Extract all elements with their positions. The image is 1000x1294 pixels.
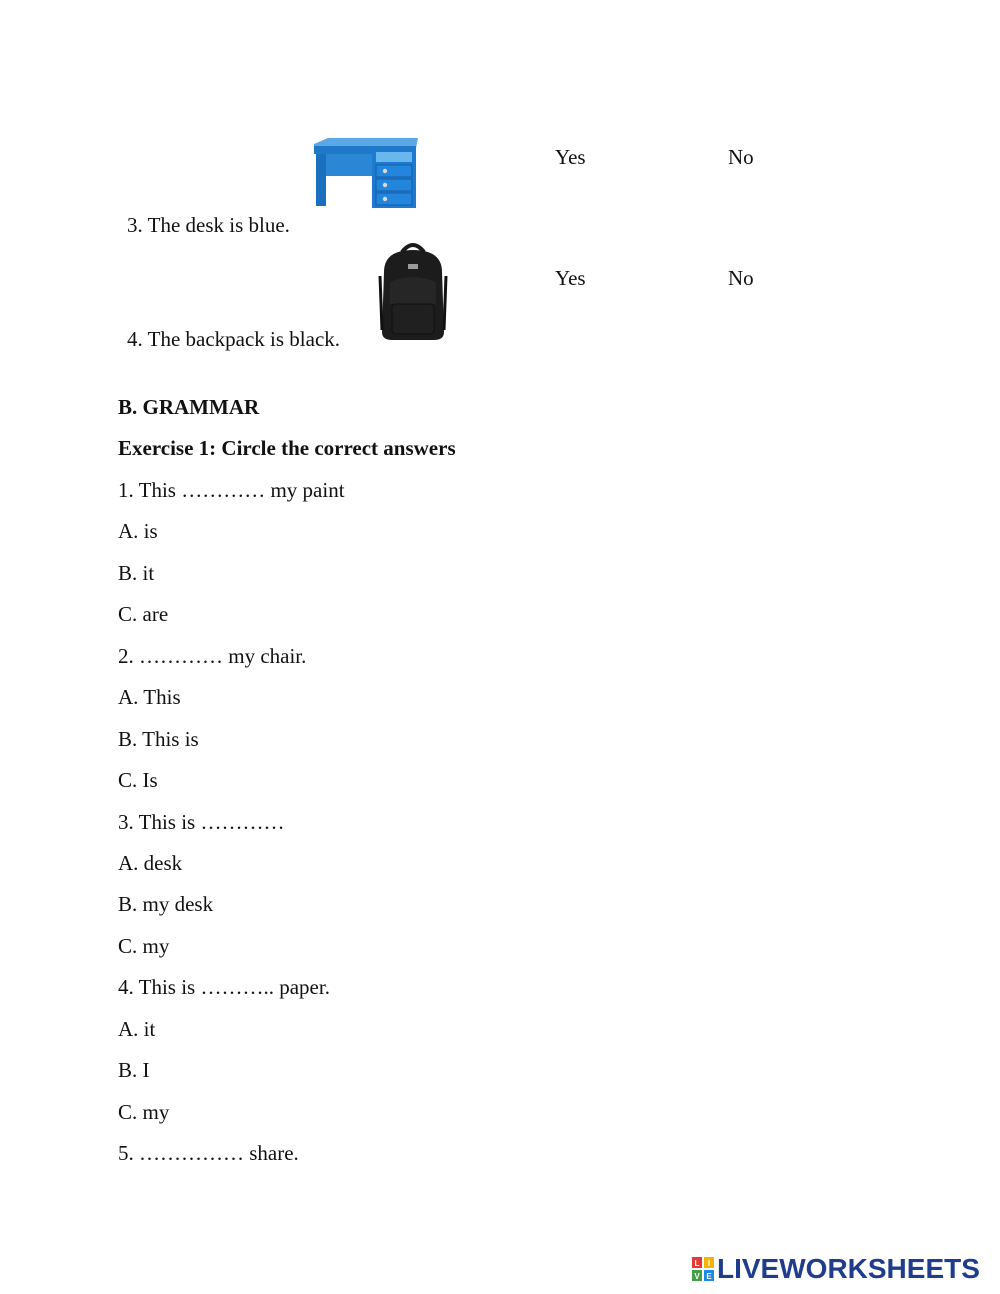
answer-option[interactable]: B. I	[118, 1058, 150, 1082]
blue-desk-image	[312, 138, 420, 210]
answer-option[interactable]: C. my	[118, 934, 170, 958]
logo-text: LIVEWORKSHEETS	[717, 1253, 980, 1284]
answer-option[interactable]: B. This is	[118, 727, 199, 751]
no-option-3[interactable]: No	[728, 145, 754, 169]
exercise-title: Exercise 1: Circle the correct answers	[118, 436, 456, 460]
svg-text:I: I	[707, 1259, 711, 1268]
yes-option-4[interactable]: Yes	[555, 266, 586, 290]
answer-option[interactable]: A. This	[118, 685, 181, 709]
question-5: 5. …………… share.	[118, 1141, 299, 1165]
svg-text:V: V	[694, 1272, 700, 1281]
answer-option[interactable]: A. desk	[118, 851, 183, 875]
statement-4: 4. The backpack is black.	[127, 327, 341, 351]
liveworksheets-logo	[692, 1254, 980, 1284]
question-2: 2. ………… my chair.	[118, 644, 307, 668]
answer-option[interactable]: C. are	[118, 602, 169, 626]
answer-option[interactable]: B. my desk	[118, 892, 214, 916]
answer-option[interactable]: B. it	[118, 561, 155, 585]
statement-3: 3. The desk is blue.	[127, 213, 290, 237]
black-backpack-image	[376, 242, 450, 342]
no-option-4[interactable]: No	[728, 266, 754, 290]
svg-text:L: L	[694, 1259, 700, 1268]
question-3: 3. This is …………	[118, 810, 285, 834]
live-badge-icon	[692, 1257, 714, 1281]
section-heading-grammar: B. GRAMMAR	[118, 395, 260, 419]
yes-option-3[interactable]: Yes	[555, 145, 586, 169]
question-1: 1. This ………… my paint	[118, 478, 345, 502]
svg-text:E: E	[706, 1272, 712, 1281]
answer-option[interactable]: C. Is	[118, 768, 158, 792]
answer-option[interactable]: C. my	[118, 1100, 170, 1124]
question-4: 4. This is ……….. paper.	[118, 975, 330, 999]
answer-option[interactable]: A. it	[118, 1017, 156, 1041]
answer-option[interactable]: A. is	[118, 519, 158, 543]
